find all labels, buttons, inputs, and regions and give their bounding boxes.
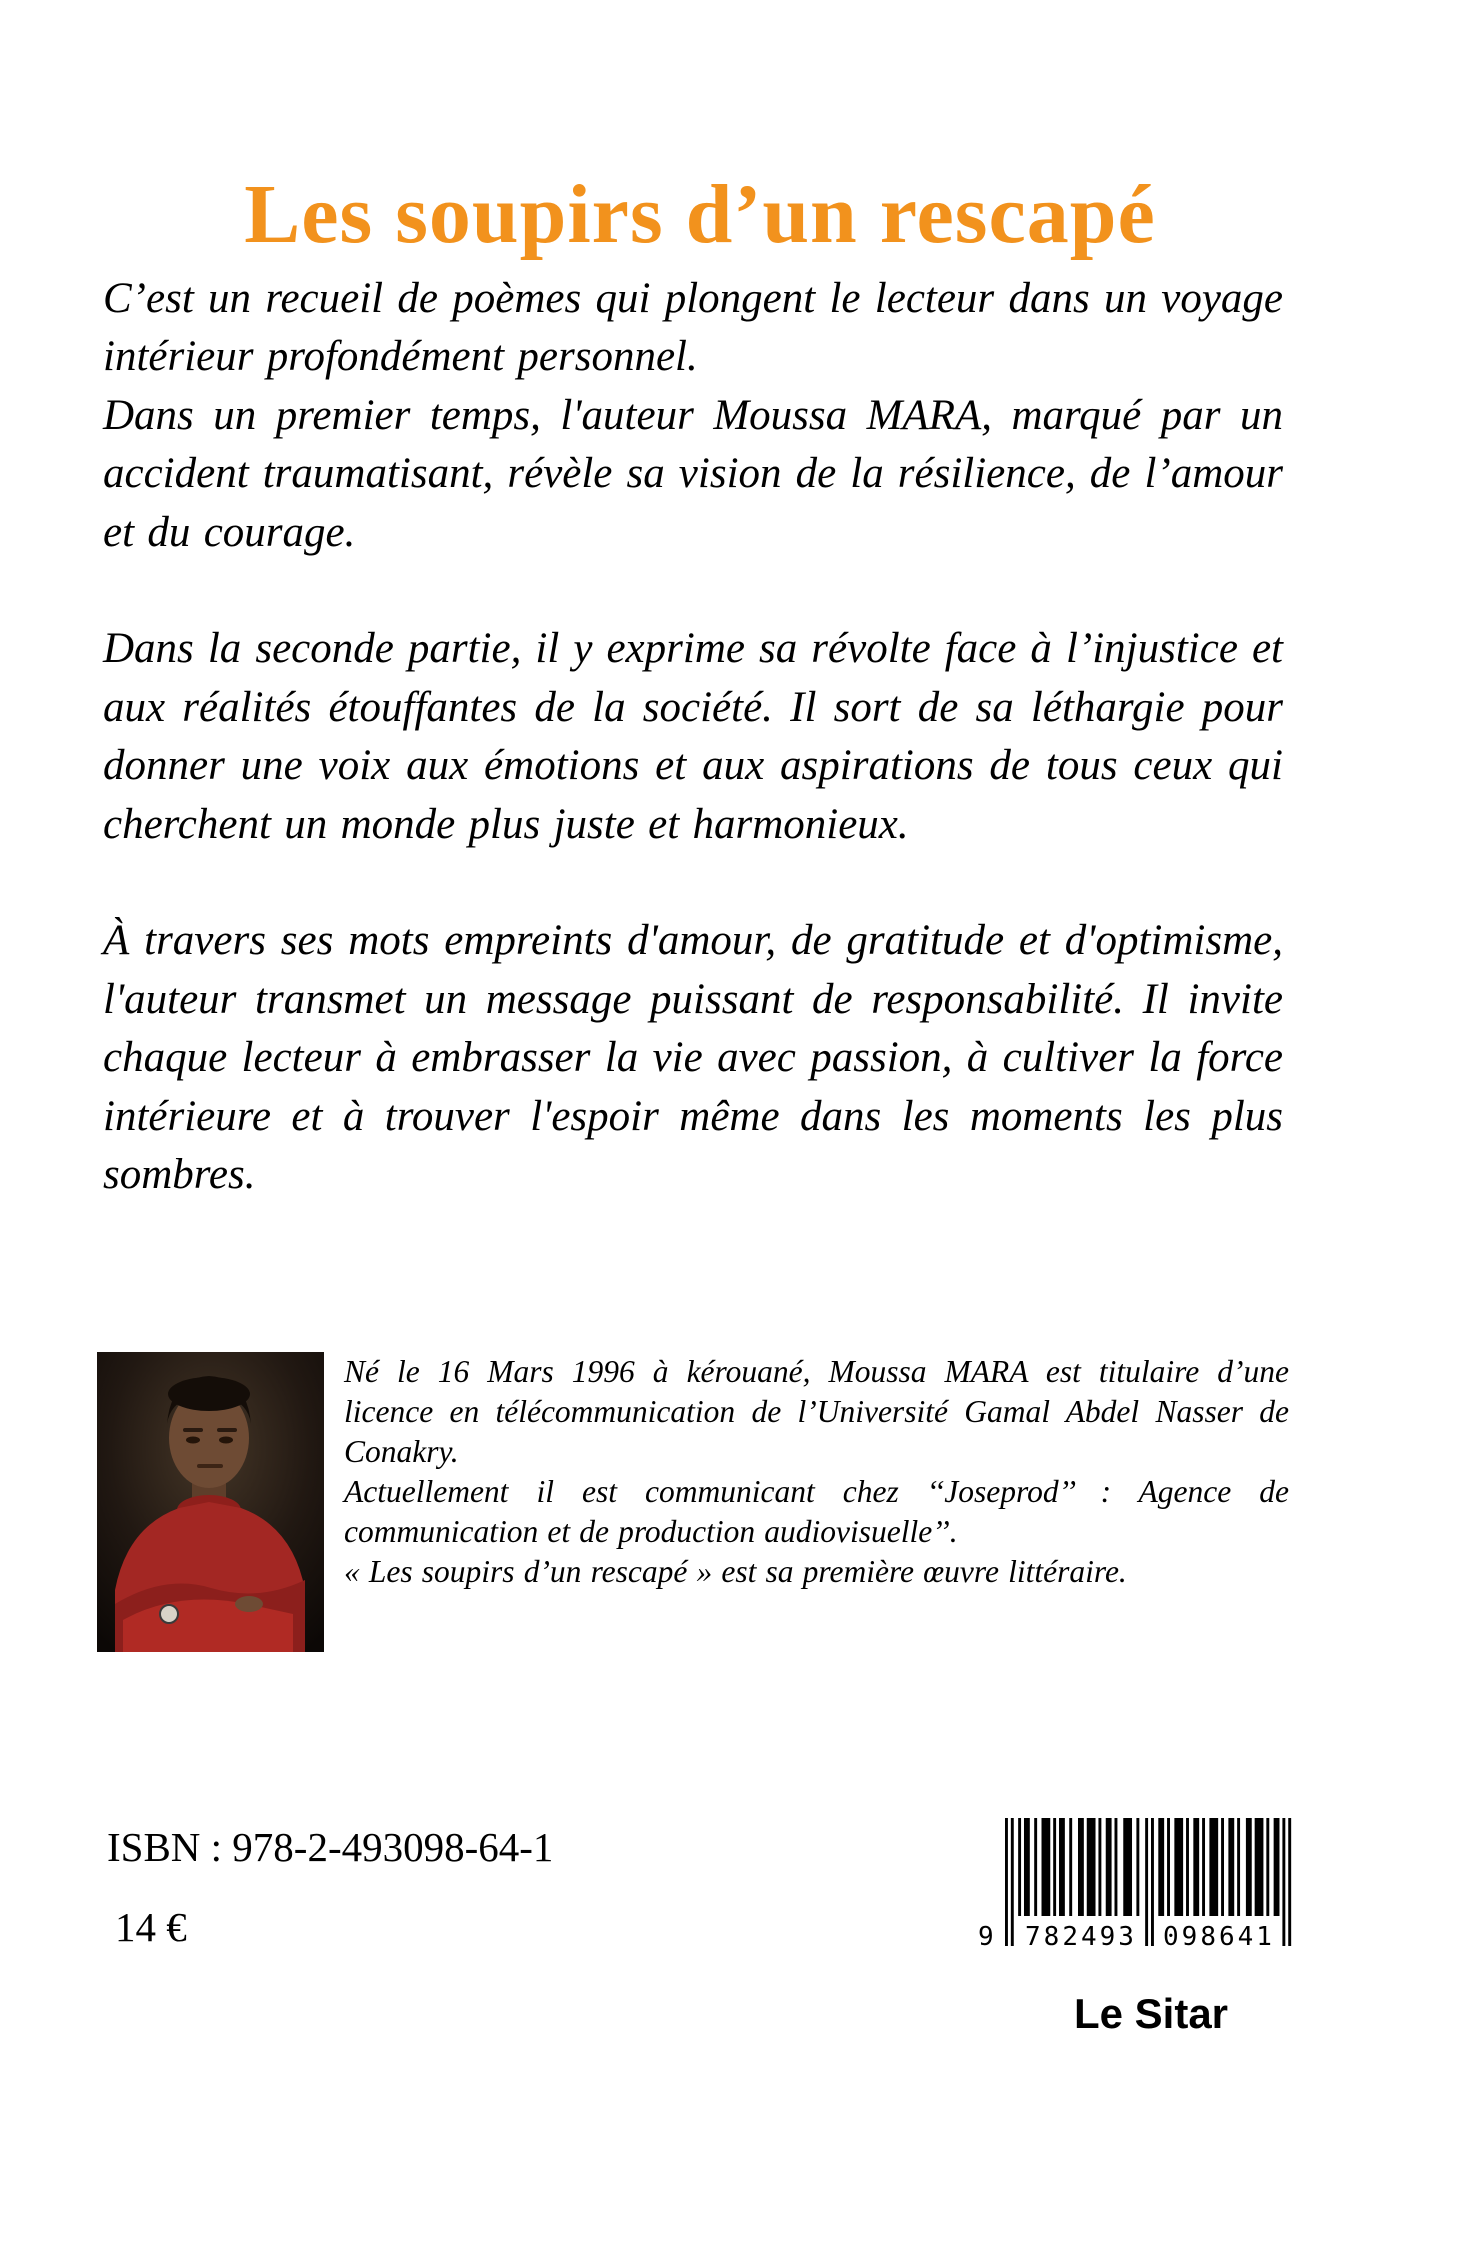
author-section: [97, 1352, 1289, 1652]
price-text: 14 €: [115, 1904, 187, 1950]
barcode-digits: 098641: [1157, 1924, 1281, 1950]
synopsis-paragraph: Dans un premier temps, l'auteur Moussa MARA, marqué par un accident traumatisant, révèle sa vision de la résilience, de l’amour et du courage.: [103, 391, 1283, 556]
bio-paragraph: Né le 16 Mars 1996 à kérouané, Moussa MARA est titulaire d’une licence en télécommunication de l’Université Gamal Abdel Nasser de Conakry.: [344, 1354, 1289, 1469]
barcode-digits: 9: [978, 1922, 994, 1952]
isbn-text: ISBN : 978-2-493098-64-1: [107, 1824, 554, 1870]
synopsis-paragraph: Dans la seconde partie, il y exprime sa révolte face à l’injustice et aux réalités étouffantes de la société. Il sort de sa léthargie pour donner une voix aux émotions et aux aspirations de tous ceux qui cherchent un monde plus juste et harmonieux.: [103, 625, 1283, 848]
barcode-digits: 782493: [1019, 1924, 1143, 1950]
synopsis: [103, 270, 1283, 1205]
publisher-name: Le Sitar: [1073, 1990, 1229, 2037]
author-portrait: [97, 1352, 324, 1652]
synopsis-paragraph: À travers ses mots empreints d'amour, de gratitude et d'optimisme, l'auteur transmet un message puissant de responsabilité. Il invite chaque lecteur à embrasser la vie avec passion, à cultiver la force intérieure et à trouver l'espoir même dans les moments les plus sombres.: [103, 917, 1283, 1199]
synopsis-paragraph: C’est un recueil de poèmes qui plongent le lecteur dans un voyage intérieur profondément personnel.: [103, 275, 1283, 381]
bio-paragraph: Actuellement il est communicant chez ‘‘Joseprod’’ : Agence de communication et de production audiovisuelle’’.: [344, 1474, 1289, 1549]
page-title: Les soupirs d’un rescapé: [244, 168, 1156, 262]
bio-paragraph: « Les soupirs d’un rescapé » est sa première œuvre littéraire.: [344, 1554, 1127, 1589]
barcode: [978, 1818, 1297, 1952]
author-bio: [344, 1352, 1289, 1592]
